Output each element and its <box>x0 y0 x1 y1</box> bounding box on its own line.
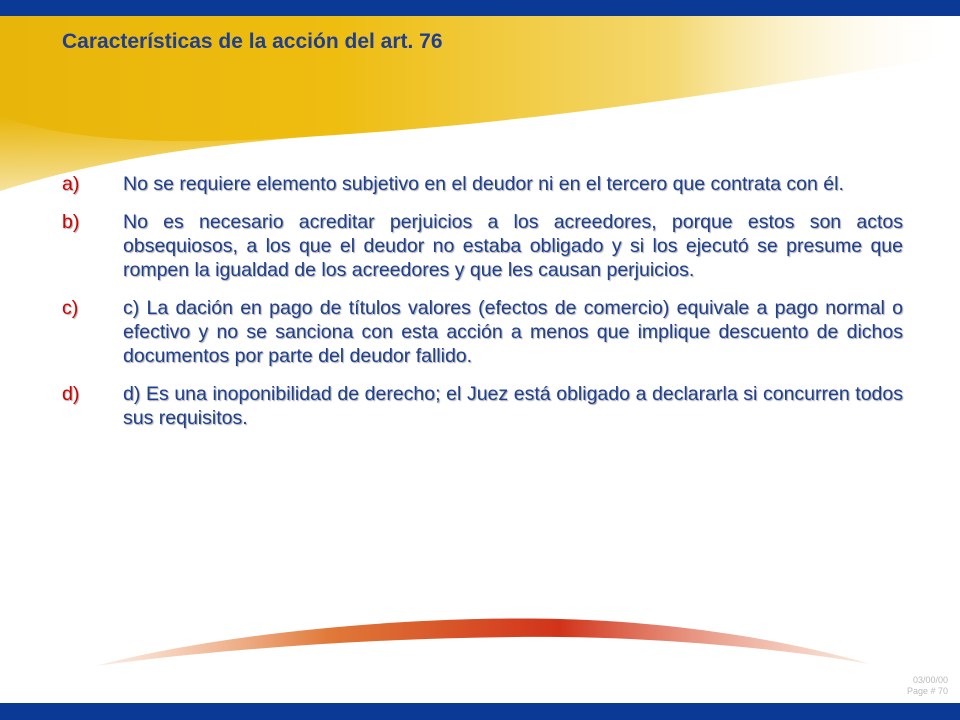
bottom-bar <box>0 703 960 720</box>
footer-date: 03/00/00 <box>912 675 948 685</box>
item-text: d) Es una inoponibilidad de derecho; el Juez está obligado a declararla si concurren todos sus requisitos. <box>123 383 903 429</box>
footer-page-number: Page # 70 <box>906 686 948 696</box>
item-marker: a) <box>62 173 80 195</box>
slide-title: Características de la acción del art. 76 <box>62 30 443 53</box>
characteristics-list <box>62 172 903 444</box>
list-item <box>62 296 903 368</box>
item-marker: b) <box>62 211 80 233</box>
item-text: No se requiere elemento subjetivo en el deudor ni en el tercero que contrata con él. <box>123 173 844 195</box>
list-item <box>62 382 903 430</box>
item-text: c) La dación en pago de títulos valores (efectos de comercio) equivale a pago normal o efectivo y no se sanciona con esta acción a menos que implique descuento de dichos documentos por parte del deudor fallido. <box>123 297 903 367</box>
item-marker: c) <box>62 297 79 319</box>
item-marker: d) <box>62 383 80 405</box>
top-bar <box>0 0 960 16</box>
list-item <box>62 172 903 196</box>
item-text: No es necesario acreditar perjuicios a los acreedores, porque estos son actos obsequiosos, a los que el deudor no estaba obligado y si los ejecutó se presume que rompen la igualdad de los acreedores y que les causan perjuicios. <box>123 211 903 281</box>
slide-footer <box>907 675 948 697</box>
list-item <box>62 210 903 282</box>
